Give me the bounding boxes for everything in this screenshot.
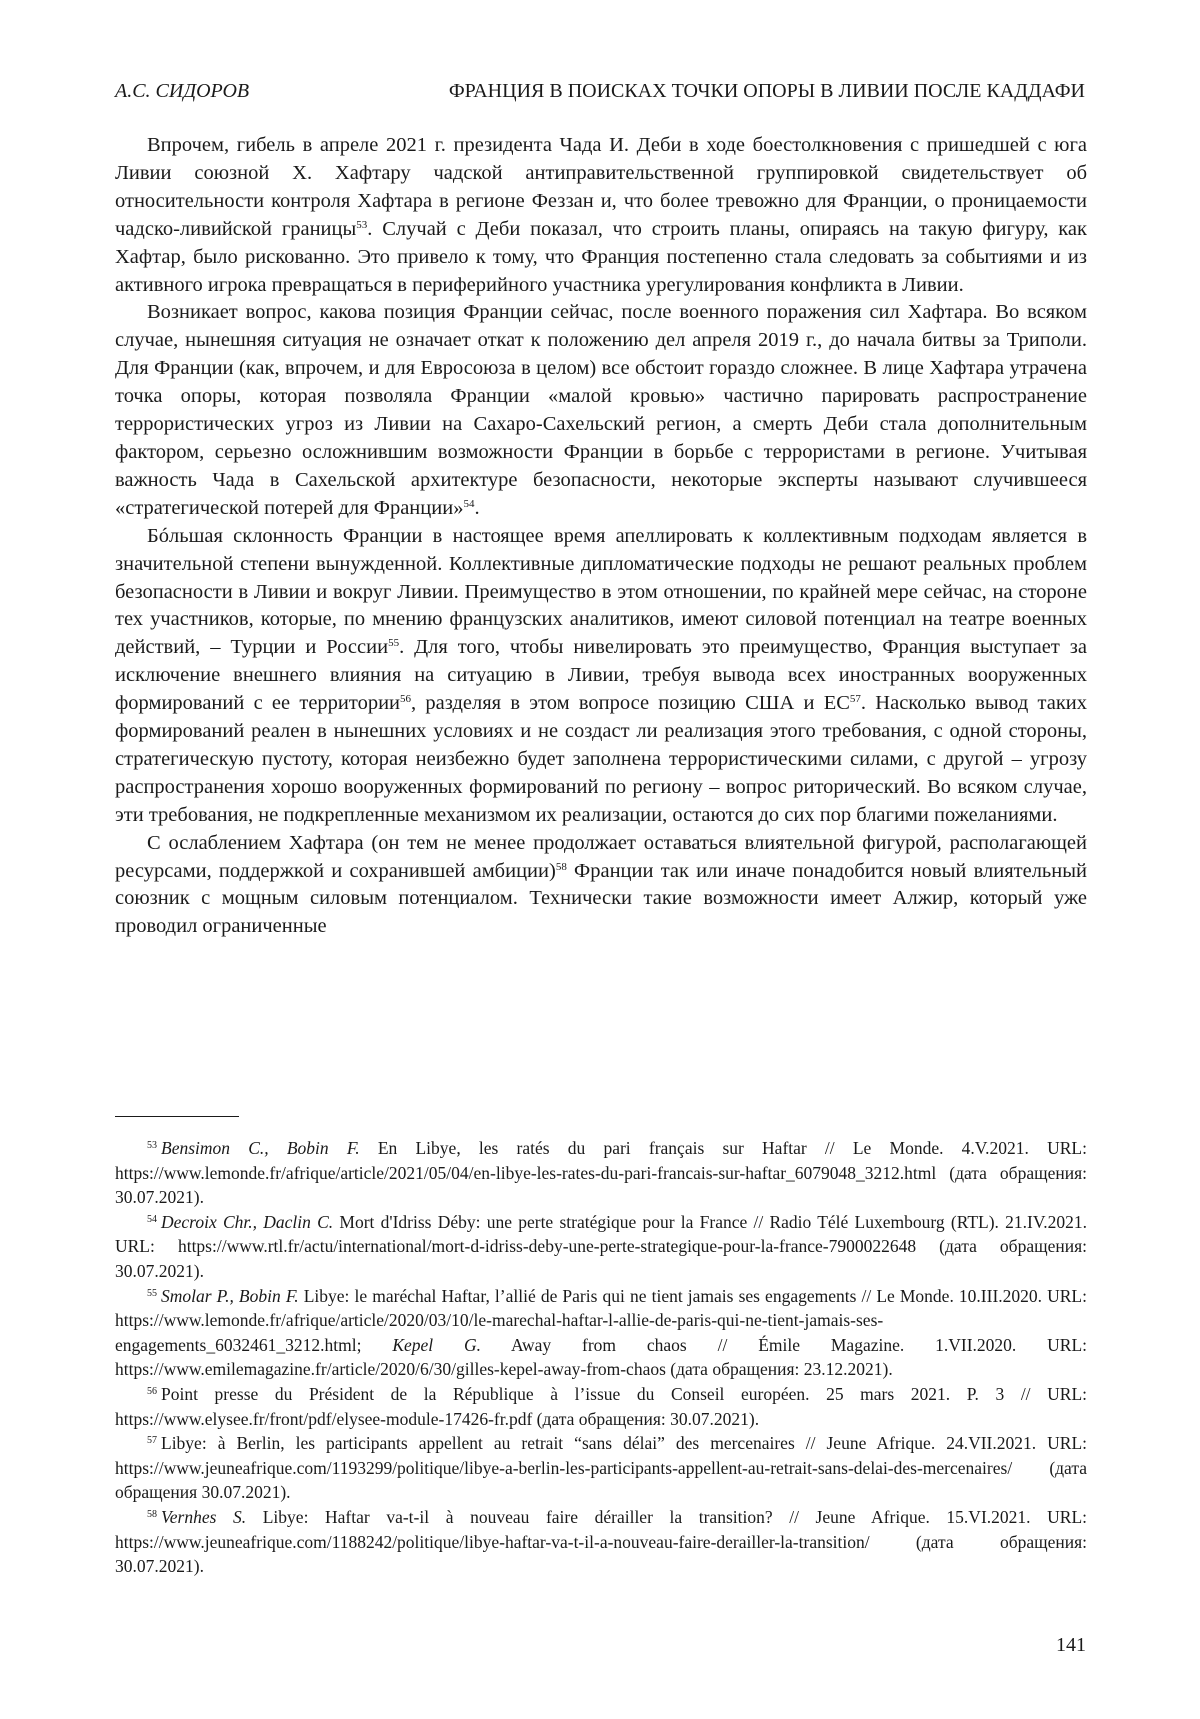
- running-header-author: А.С. СИДОРОВ: [115, 80, 250, 102]
- footnote-author: Decroix Chr., Daclin C.: [161, 1211, 334, 1232]
- footnote-53: [115, 1136, 1087, 1210]
- running-header-title: ФРАНЦИЯ В ПОИСКАХ ТОЧКИ ОПОРЫ В ЛИВИИ ПОСЛЕ КАДДАФИ: [448, 80, 1085, 102]
- running-header: [115, 78, 1085, 104]
- paragraph-2: [115, 299, 1087, 522]
- footnote-56: [115, 1382, 1087, 1431]
- footnote-author: Smolar P., Bobin F.: [161, 1285, 299, 1306]
- footnote-ref-56[interactable]: 56: [400, 693, 412, 706]
- footnote-number: 58: [147, 1508, 157, 1520]
- footnote-ref-55[interactable]: 55: [388, 637, 400, 650]
- paragraph-text: . Насколько вывод таких формирований реален в нынешних условиях и не создаст ли реализация этого требования, с одной стороны, стратегическую пустоту, которая неизбежно будет заполнена террористическими силами, с другой – угрозу распространения хорошо вооруженных формирований по региону – вопрос риторический. Во всяком случае, эти требования, не подкрепленные механизмом их реализации, остаются до сих пор благими пожеланиями.: [115, 692, 1088, 826]
- footnotes: [115, 1136, 1087, 1579]
- footnote-58: [115, 1505, 1087, 1579]
- footnote-author: Bensimon C., Bobin F.: [161, 1138, 360, 1158]
- footnote-text[interactable]: Libye: le maréchal Haftar, l’allié de Paris qui ne tient jamais ses engagements // Le Monde. 10.III.2020. URL: https://www.lemonde.fr/afrique/article/2020/03/10/le-marechal-haftar-l-allie-de-paris-qui-ne-tient-jamais-ses-engagements_6032461_3212.html;: [115, 1285, 1087, 1355]
- footnote-ref-57[interactable]: 57: [849, 693, 861, 706]
- footnote-57: [115, 1431, 1087, 1505]
- footnote-author: Vernhes S.: [161, 1506, 247, 1527]
- paragraph-text: , разделяя в этом вопросе позицию США и ЕС: [411, 692, 850, 715]
- paragraph-4: [115, 830, 1087, 942]
- footnote-54: [115, 1210, 1087, 1284]
- footnote-ref-53[interactable]: 53: [356, 218, 368, 231]
- footnote-number: 55: [147, 1287, 157, 1299]
- footnote-number: 54: [147, 1213, 157, 1225]
- footnote-number: 56: [147, 1385, 157, 1397]
- footnote-text[interactable]: Point presse du Président de la République à l’issue du Conseil européen. 25 mars 2021. P. 3 // URL: https://www.elysee.fr/front/pdf/elysee-module-17426-fr.pdf (дата обращения: 30.07.2021).: [115, 1383, 1087, 1429]
- paragraph-text: . Случай с Деби показал, что строить планы, опираясь на такую фигуру, как Хафтар, было рискованно. Это привело к тому, что Франция постепенно стала следовать за событиями и из активного игрока превращаться в периферийного участника урегулирования конфликта в Ливии.: [115, 217, 1087, 296]
- paragraph-1: [115, 132, 1087, 299]
- footnote-author: Kepel G.: [392, 1334, 482, 1355]
- footnote-text[interactable]: Libye: Haftar va-t-il à nouveau faire dérailler la transition? // Jeune Afrique. 15.VI.2021. URL: https://www.jeuneafrique.com/1188242/politique/libye-haftar-va-t-il-a-nouveau-faire-derailler-la-transition/ (дата обращения: 30.07.2021).: [115, 1506, 1087, 1577]
- footnote-text[interactable]: En Libye, les ratés du pari français sur Haftar // Le Monde. 4.V.2021. URL: https://www.lemonde.fr/afrique/article/2021/05/04/en-libye-les-rates-du-pari-francais-sur-haftar_6079048_3212.html (дата обращения: 30.07.2021).: [115, 1138, 1087, 1208]
- article-body: [115, 132, 1087, 941]
- paragraph-text: Возникает вопрос, какова позиция Франции сейчас, после военного поражения сил Хафтара. Во всяком случае, нынешняя ситуация не означает откат к положению дел апреля 2019 г., до начала битвы за Триполи. Для Франции (как, впрочем, и для Евросоюза в целом) все обстоит гораздо сложнее. В лице Хафтара утрачена точка опоры, которая позволяла Франции «малой кровью» частично парировать распространение террористических угроз из Ливии на Сахаро-Сахельский регион, а смерть Деби стала дополнительным фактором, серьезно осложнившим возможности Франции в борьбе с террористами в регионе. Учитывая важность Чада в Сахельской архитектуре безопасности, некоторые эксперты называют случившееся «стратегической потерей для Франции»: [115, 301, 1087, 519]
- footnote-number: 53: [147, 1140, 157, 1151]
- footnote-number: 57: [147, 1435, 157, 1447]
- paragraph-text: С ослаблением Хафтара (он тем не менее продолжает оставаться влиятельной фигурой, располагающей ресурсами, поддержкой и сохранившей амбиции): [115, 831, 1087, 882]
- footnote-text[interactable]: Libye: à Berlin, les participants appellent au retrait “sans délai” des mercenaires // Jeune Afrique. 24.VII.2021. URL: https://www.jeuneafrique.com/1193299/politique/libye-a-berlin-les-participants-appellent-au-retrait-sans-delai-des-mercenaires/ (дата обращения 30.07.2021).: [115, 1433, 1087, 1503]
- paragraph-text: . Для того, чтобы нивелировать это преимущество, Франция выступает за исключение внешнего влияния на ситуацию в Ливии, требуя вывода всех иностранных вооруженных формирований с ее территории: [115, 636, 1087, 715]
- paragraph-text: Бóльшая склонность Франции в настоящее время апеллировать к коллективным подходам является в значительной степени вынужденной. Коллективные дипломатические подходы не решают реальных проблем безопасности в Ливии и вокруг Ливии. Преимущество в этом отношении, по крайней мере сейчас, на стороне тех участников, которые, по мнению французских аналитиков, имеют силовой потенциал на театре военных действий, – Турции и России: [115, 524, 1087, 659]
- footnote-ref-54[interactable]: 54: [463, 497, 475, 510]
- footnote-text[interactable]: Away from chaos // Émile Magazine. 1.VII.2020. URL: https://www.emilemagazine.fr/article/2020/6/30/gilles-kepel-away-from-chaos (дата обращения: 23.12.2021).: [115, 1334, 1088, 1380]
- paragraph-3: [115, 523, 1087, 830]
- page-number: 141: [1056, 1634, 1086, 1656]
- paragraph-text: Франции так или иначе понадобится новый влиятельный союзник с мощным силовым потенциалом. Технически такие возможности имеет Алжир, который уже проводил ограниченные: [115, 859, 1087, 938]
- footnote-separator: [115, 1116, 239, 1117]
- footnote-text[interactable]: Mort d'Idriss Déby: une perte stratégique pour la France // Radio Télé Luxembourg (RTL). 21.IV.2021. URL: https://www.rtl.fr/actu/international/mort-d-idriss-deby-une-perte-strategique-pour-la-france-7900022648 (дата обращения: 30.07.2021).: [115, 1211, 1087, 1281]
- footnote-ref-58[interactable]: 58: [555, 860, 567, 873]
- paragraph-text: Впрочем, гибель в апреле 2021 г. президента Чада И. Деби в ходе боестолкновения с пришедшей с юга Ливии союзной Х. Хафтару чадской антиправительственной группировкой свидетельствует об относительности контроля Хафтара в регионе Феззан и, что более тревожно для Франции, о проницаемости чадско-ливийской границы: [115, 134, 1087, 240]
- footnote-55: [115, 1284, 1087, 1382]
- paragraph-text: .: [474, 496, 480, 519]
